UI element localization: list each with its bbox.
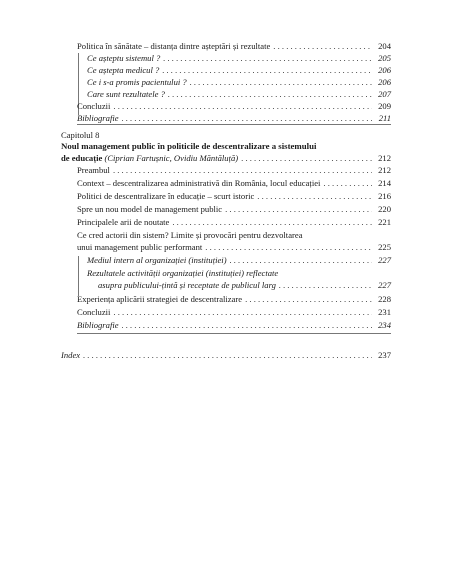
toc-entry-page: 211: [378, 113, 391, 123]
toc-entry-title: asupra publicului-țintă și receptate de publicul larg: [98, 280, 276, 290]
toc-entry-page: 234: [378, 320, 391, 330]
toc-entry-title: Index: [61, 350, 81, 360]
leader-dots: [273, 41, 372, 52]
toc-entry-page: 220: [378, 204, 391, 214]
toc-entry-title: Bibliografie: [77, 320, 119, 330]
leader-dots: [323, 178, 372, 189]
indent-rule: [78, 256, 79, 296]
toc-entry-page: 227: [378, 255, 391, 265]
toc-entry-page: 227: [378, 280, 391, 290]
toc-entry[interactable]: [77, 294, 391, 305]
leader-dots: [245, 294, 372, 305]
section-divider: [77, 333, 391, 334]
toc-entry[interactable]: [98, 280, 391, 291]
chapter-title-entry[interactable]: [61, 153, 391, 164]
chapter-title-line1: Noul management public în politicile de descentralizare a sistemului: [61, 141, 317, 151]
leader-dots: [279, 280, 372, 291]
toc-entry-page: 212: [378, 165, 391, 175]
toc-entry[interactable]: [87, 65, 391, 76]
leader-dots: [230, 255, 372, 266]
leader-dots: [257, 191, 372, 202]
chapter-authors: (Ciprian Fartușnic, Ovidiu Măntăluță): [104, 153, 239, 163]
toc-entry-page: 204: [378, 41, 391, 51]
toc-entry-title: Ce așteptu sistemul ?: [87, 53, 161, 63]
toc-entry-title: Principalele arii de noutate: [77, 217, 170, 227]
toc-entry[interactable]: [77, 41, 391, 52]
leader-dots: [162, 65, 372, 76]
toc-entry[interactable]: [77, 101, 391, 112]
toc-entry-page: 237: [378, 350, 391, 360]
toc-entry-page: 207: [378, 89, 391, 99]
toc-entry[interactable]: [87, 77, 391, 88]
leader-dots: [122, 320, 372, 331]
toc-entry-title: Mediul intern al organizației (instituției): [87, 255, 227, 265]
toc-entry-title: Concluzii: [77, 307, 111, 317]
toc-entry[interactable]: [87, 53, 391, 64]
leader-dots: [168, 89, 372, 100]
toc-entry-page: 214: [378, 178, 391, 188]
toc-entry[interactable]: [77, 191, 391, 202]
toc-entry-title: Ce aștepta medicul ?: [87, 65, 160, 75]
chapter-title-line2: de educație: [61, 153, 103, 163]
toc-entry-title: unui management public performant: [77, 242, 203, 252]
leader-dots: [83, 350, 372, 361]
toc-entry-title: Ce i s-a promis pacientului ?: [87, 77, 187, 87]
leader-dots: [163, 53, 372, 64]
toc-entry-page: 205: [378, 53, 391, 63]
toc-entry[interactable]: [77, 320, 391, 331]
chapter-label: Capitolul 8: [61, 130, 100, 140]
toc-entry-page: 216: [378, 191, 391, 201]
toc-entry-title-line1[interactable]: Ce cred actorii din sistem? Limite și provocări pentru dezvoltarea: [77, 230, 303, 240]
chapter-title-line2-wrap: [61, 153, 238, 164]
toc-entry-title: Politici de descentralizare în educație – scurt istoric: [77, 191, 255, 201]
toc-entry-title: Preambul: [77, 165, 110, 175]
toc-entry[interactable]: [77, 307, 391, 318]
chapter-page: 212: [378, 153, 391, 163]
toc-entry-page: 206: [378, 65, 391, 75]
toc-entry[interactable]: [77, 217, 391, 228]
toc-entry[interactable]: [77, 242, 391, 253]
leader-dots: [190, 77, 372, 88]
toc-entry-title: Experiența aplicării strategiei de descentralizare: [77, 294, 243, 304]
toc-entry-page: 225: [378, 242, 391, 252]
leader-dots: [205, 242, 372, 253]
leader-dots: [241, 153, 372, 164]
toc-entry-page: 206: [378, 77, 391, 87]
toc-entry-title: Politica în sănătate – distanța dintre așteptări și rezultate: [77, 41, 271, 51]
toc-entry[interactable]: [87, 255, 391, 266]
leader-dots: [172, 217, 372, 228]
toc-entry-page: 221: [378, 217, 391, 227]
leader-dots: [113, 165, 372, 176]
toc-entry-title: Concluzii: [77, 101, 111, 111]
leader-dots: [113, 307, 372, 318]
toc-entry-page: 231: [378, 307, 391, 317]
toc-entry-index[interactable]: [61, 350, 391, 361]
toc-entry-page: 209: [378, 101, 391, 111]
toc-entry[interactable]: [77, 204, 391, 215]
toc-entry[interactable]: [77, 113, 391, 124]
toc-entry-title: Care sunt rezultatele ?: [87, 89, 165, 99]
section-divider: [77, 124, 391, 125]
toc-entry-title: Spre un nou model de management public: [77, 204, 223, 214]
leader-dots: [113, 101, 372, 112]
leader-dots: [122, 113, 372, 124]
toc-entry-title-line1[interactable]: Rezultatele activității organizației (instituției) reflectate: [87, 268, 279, 278]
toc-entry[interactable]: [77, 165, 391, 176]
toc-entry-title: Bibliografie: [77, 113, 119, 123]
toc-entry-title: Context – descentralizarea administrativă din România, locul educației: [77, 178, 321, 188]
toc-entry[interactable]: [77, 178, 391, 189]
toc-entry[interactable]: [87, 89, 391, 100]
toc-entry-page: 228: [378, 294, 391, 304]
leader-dots: [225, 204, 372, 215]
